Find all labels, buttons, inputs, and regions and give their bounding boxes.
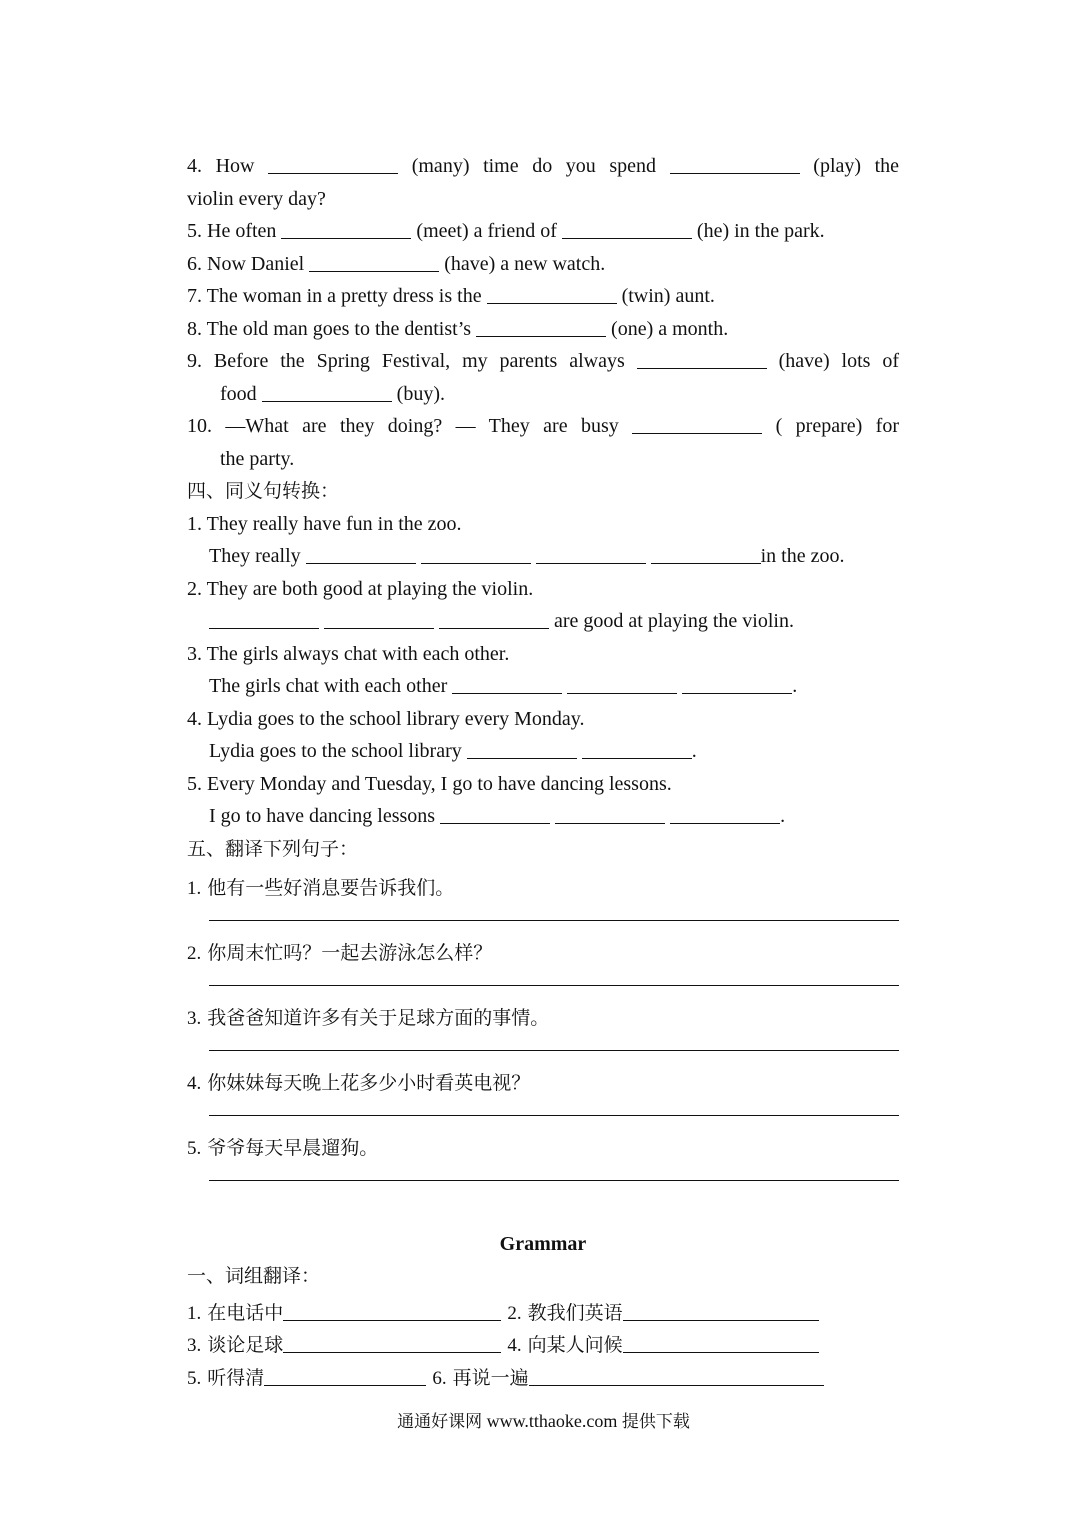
answer-blank[interactable] bbox=[476, 314, 606, 337]
answer-blank[interactable] bbox=[262, 379, 392, 402]
exercise-item-continuation bbox=[187, 378, 899, 411]
exercise-item bbox=[187, 410, 899, 443]
answer-line[interactable] bbox=[209, 1050, 899, 1051]
answer-blank[interactable] bbox=[306, 541, 416, 564]
translation-question bbox=[187, 1133, 378, 1164]
footer-link[interactable]: www.tthaoke.com bbox=[486, 1411, 618, 1431]
answer-blank[interactable] bbox=[283, 1298, 501, 1321]
answer-blank[interactable] bbox=[529, 1363, 824, 1386]
exercise-item-continuation bbox=[187, 443, 899, 476]
item-text: The old man goes to the dentist’s bbox=[206, 317, 472, 340]
answer-blank[interactable] bbox=[467, 736, 577, 759]
item-text: (buy). bbox=[396, 382, 445, 405]
phrase-row bbox=[187, 1362, 899, 1395]
item-text: . bbox=[691, 740, 697, 762]
item-text: (many) time do you spend bbox=[411, 155, 657, 177]
item-number: 5. bbox=[187, 220, 202, 242]
item-number: 2. bbox=[507, 1302, 522, 1324]
answer-blank[interactable] bbox=[555, 801, 665, 824]
item-text: (play) the bbox=[813, 155, 900, 177]
section-heading: 一、词组翻译： bbox=[187, 1265, 321, 1287]
item-text: . bbox=[792, 675, 798, 697]
item-number: 6. bbox=[187, 252, 202, 275]
item-text: 你周末忙吗？一起去游泳怎么样？ bbox=[207, 942, 493, 964]
item-number: 5. bbox=[187, 1138, 202, 1159]
answer-blank[interactable] bbox=[582, 736, 692, 759]
item-number: 6. bbox=[432, 1367, 447, 1389]
item-number: 3. bbox=[187, 1008, 202, 1029]
answer-blank[interactable] bbox=[283, 1330, 501, 1353]
exercise-item bbox=[187, 313, 899, 346]
answer-blank[interactable] bbox=[670, 801, 780, 824]
exercise-question: 5. Every Monday and Tuesday, I go to have dancing lessons. bbox=[187, 772, 672, 795]
translation-item bbox=[187, 995, 899, 1060]
item-text: 再说一遍 bbox=[452, 1366, 529, 1389]
exercise-item bbox=[187, 248, 899, 281]
item-text: Before the Spring Festival, my parents always bbox=[213, 350, 625, 372]
answer-blank[interactable] bbox=[623, 1330, 819, 1353]
item-number: 8. bbox=[187, 317, 202, 340]
exercise-answer bbox=[187, 540, 899, 573]
item-text: 在电话中 bbox=[207, 1301, 284, 1324]
item-number: 10. bbox=[187, 415, 212, 437]
exercise-answer bbox=[187, 800, 899, 833]
item-text: They really bbox=[209, 545, 301, 567]
translation-question bbox=[187, 938, 492, 969]
item-number: 4. bbox=[507, 1335, 522, 1356]
item-text: (he) in the park. bbox=[696, 220, 825, 242]
item-text: Now Daniel bbox=[207, 252, 305, 275]
item-text: (meet) a friend of bbox=[416, 220, 557, 242]
item-text: 听得清 bbox=[207, 1366, 265, 1389]
answer-blank[interactable] bbox=[209, 606, 319, 629]
section-heading: 四、同义句转换： bbox=[187, 480, 340, 502]
item-text: 我爸爸知道许多有关于足球方面的事情。 bbox=[207, 1007, 550, 1029]
item-text: How bbox=[215, 155, 255, 177]
page-footer bbox=[0, 1407, 1087, 1432]
exercise-answer bbox=[187, 735, 899, 768]
answer-blank[interactable] bbox=[637, 346, 767, 369]
section-heading: 五、翻译下列句子： bbox=[187, 837, 359, 860]
item-text: — They are busy bbox=[455, 415, 619, 437]
answer-blank[interactable] bbox=[281, 216, 411, 239]
phrase-row bbox=[187, 1297, 899, 1330]
item-number: 2. bbox=[187, 943, 202, 964]
answer-blank[interactable] bbox=[421, 541, 531, 564]
item-text: (have) a new watch. bbox=[444, 252, 606, 275]
exercise-answer bbox=[187, 605, 899, 638]
answer-blank[interactable] bbox=[324, 606, 434, 629]
item-number: 1. bbox=[187, 1302, 202, 1324]
translation-question bbox=[187, 873, 454, 904]
exercise-item bbox=[187, 150, 899, 183]
exercise-question: 1. They really have fun in the zoo. bbox=[187, 512, 462, 535]
item-text: The woman in a pretty dress is the bbox=[206, 285, 482, 307]
answer-blank[interactable] bbox=[567, 671, 677, 694]
exercise-question: 3. The girls always chat with each other. bbox=[187, 642, 510, 665]
answer-line[interactable] bbox=[209, 1115, 899, 1116]
item-text: The girls chat with each other bbox=[209, 675, 448, 697]
item-text: Lydia goes to the school library bbox=[209, 740, 462, 762]
item-number: 1. bbox=[187, 878, 202, 899]
item-text: I go to have dancing lessons bbox=[209, 805, 436, 827]
answer-blank[interactable] bbox=[536, 541, 646, 564]
answer-blank[interactable] bbox=[452, 671, 562, 694]
item-number: 9. bbox=[187, 350, 202, 372]
item-text: violin every day? bbox=[187, 187, 326, 210]
answer-blank[interactable] bbox=[264, 1363, 426, 1386]
exercise-question: 4. Lydia goes to the school library every Monday. bbox=[187, 707, 585, 730]
item-text: 谈论足球 bbox=[207, 1334, 284, 1356]
answer-blank[interactable] bbox=[487, 281, 617, 304]
item-text: 他有一些好消息要告诉我们。 bbox=[207, 877, 455, 899]
item-text: 向某人问候 bbox=[527, 1334, 623, 1356]
item-number: 5. bbox=[187, 1367, 202, 1389]
answer-blank[interactable] bbox=[440, 801, 550, 824]
item-number: 4. bbox=[187, 155, 202, 177]
item-text: (have) lots of bbox=[778, 350, 900, 372]
item-text: in the zoo. bbox=[760, 545, 845, 567]
phrase-row bbox=[187, 1329, 899, 1362]
exercise-answer bbox=[187, 670, 899, 703]
exercise-item bbox=[187, 345, 899, 378]
item-text: ( prepare) for bbox=[775, 415, 899, 437]
answer-blank[interactable] bbox=[268, 151, 398, 174]
exercise-item-continuation bbox=[187, 183, 899, 216]
translation-item bbox=[187, 865, 899, 930]
translation-question bbox=[187, 1003, 549, 1034]
answer-blank[interactable] bbox=[623, 1298, 819, 1321]
answer-line[interactable] bbox=[209, 985, 899, 986]
item-text: are good at playing the violin. bbox=[554, 610, 794, 632]
answer-line[interactable] bbox=[209, 920, 899, 921]
item-text: 你妹妹每天晚上花多少小时看英电视？ bbox=[207, 1072, 531, 1094]
item-text: the party. bbox=[220, 447, 295, 470]
answer-blank[interactable] bbox=[439, 606, 549, 629]
translation-question bbox=[187, 1068, 530, 1099]
footer-suffix: 提供下载 bbox=[621, 1412, 690, 1432]
item-text: —What are they doing? bbox=[225, 415, 443, 437]
footer-site-name: 通通好课网 bbox=[397, 1412, 483, 1432]
answer-blank[interactable] bbox=[562, 216, 692, 239]
item-text: (twin) aunt. bbox=[621, 285, 715, 307]
item-number: 4. bbox=[187, 1073, 202, 1094]
section-title: Grammar bbox=[499, 1233, 587, 1255]
item-text: (one) a month. bbox=[611, 317, 729, 340]
translation-item bbox=[187, 1060, 899, 1125]
exercise-item bbox=[187, 215, 899, 248]
answer-blank[interactable] bbox=[670, 151, 800, 174]
answer-line[interactable] bbox=[209, 1180, 899, 1181]
answer-blank[interactable] bbox=[309, 249, 439, 272]
item-text: He often bbox=[207, 220, 277, 242]
translation-item bbox=[187, 1125, 899, 1190]
exercise-item bbox=[187, 280, 899, 313]
item-text: 教我们英语 bbox=[527, 1301, 623, 1324]
answer-blank[interactable] bbox=[632, 411, 762, 434]
item-text: food bbox=[220, 382, 257, 405]
item-number: 3. bbox=[187, 1335, 202, 1356]
answer-blank[interactable] bbox=[651, 541, 761, 564]
exercise-question: 2. They are both good at playing the violin. bbox=[187, 577, 534, 600]
worksheet-body bbox=[187, 150, 899, 1394]
item-text: . bbox=[780, 805, 786, 827]
translation-item bbox=[187, 930, 899, 995]
answer-blank[interactable] bbox=[682, 671, 792, 694]
item-number: 7. bbox=[187, 285, 202, 307]
item-text: 爷爷每天早晨遛狗。 bbox=[207, 1137, 379, 1159]
